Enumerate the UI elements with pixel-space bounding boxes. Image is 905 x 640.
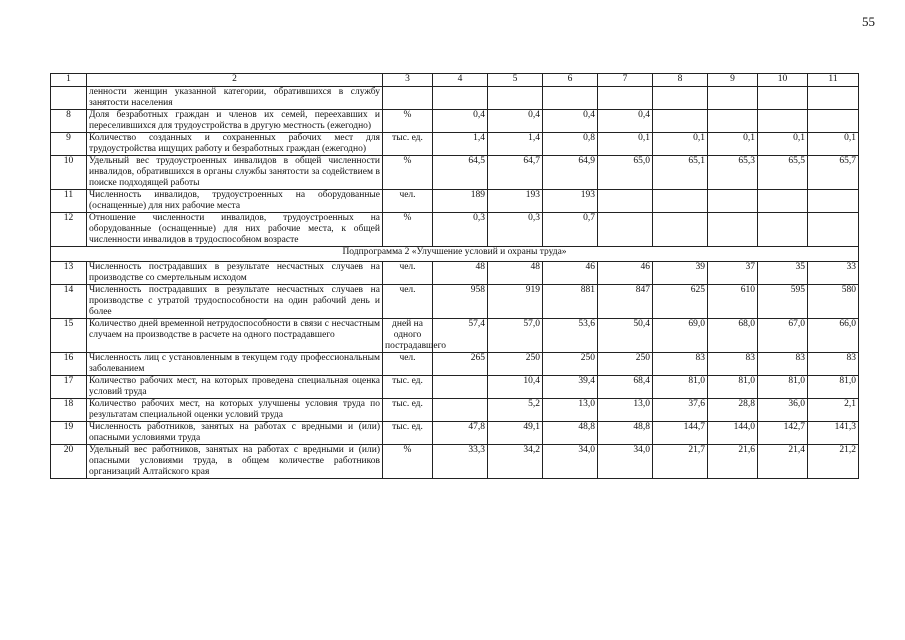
- table-row: [51, 213, 859, 247]
- unit-cell: %: [383, 445, 433, 479]
- value-cell: 46: [598, 262, 653, 285]
- row-number-cell: 14: [51, 285, 87, 319]
- page-number: 55: [862, 14, 875, 29]
- unit-cell: тыс. ед.: [383, 133, 433, 156]
- value-cell: 65,7: [808, 156, 859, 190]
- value-cell: 33: [808, 262, 859, 285]
- value-cell: 66,0: [808, 319, 859, 353]
- value-cell: 21,4: [758, 445, 808, 479]
- unit-cell: тыс. ед.: [383, 376, 433, 399]
- value-cell: 81,0: [708, 376, 758, 399]
- value-cell: [543, 87, 598, 110]
- value-cell: 0,1: [758, 133, 808, 156]
- column-number-header: 6: [543, 74, 598, 87]
- value-cell: 1,4: [488, 133, 543, 156]
- value-cell: 0,4: [598, 110, 653, 133]
- table-row: [51, 319, 859, 353]
- value-cell: 141,3: [808, 422, 859, 445]
- value-cell: 1,4: [433, 133, 488, 156]
- table-row: [51, 262, 859, 285]
- value-cell: [433, 87, 488, 110]
- table-row: [51, 353, 859, 376]
- unit-cell: %: [383, 213, 433, 247]
- row-number-cell: 16: [51, 353, 87, 376]
- value-cell: 39: [653, 262, 708, 285]
- indicator-description-cell: Численность пострадавших в результате несчастных случаев на производстве со смертельным исходом: [87, 262, 383, 285]
- value-cell: 39,4: [543, 376, 598, 399]
- value-cell: [433, 399, 488, 422]
- row-number-cell: 17: [51, 376, 87, 399]
- column-number-header: 1: [51, 74, 87, 87]
- column-number-header: 2: [87, 74, 383, 87]
- value-cell: 919: [488, 285, 543, 319]
- value-cell: 64,9: [543, 156, 598, 190]
- indicator-description-cell: Количество дней временной нетрудоспособности в связи с несчастным случаем на производстве в расчете на одного пострадавшего: [87, 319, 383, 353]
- value-cell: 0,8: [543, 133, 598, 156]
- table-row: [51, 376, 859, 399]
- value-cell: 193: [543, 190, 598, 213]
- row-number-cell: 18: [51, 399, 87, 422]
- table-row: [51, 445, 859, 479]
- value-cell: [653, 190, 708, 213]
- row-number-cell: 13: [51, 262, 87, 285]
- row-number-cell: 10: [51, 156, 87, 190]
- value-cell: [758, 110, 808, 133]
- column-number-header: 3: [383, 74, 433, 87]
- value-cell: 250: [543, 353, 598, 376]
- value-cell: [758, 87, 808, 110]
- unit-cell: чел.: [383, 285, 433, 319]
- value-cell: 144,0: [708, 422, 758, 445]
- column-number-header: 8: [653, 74, 708, 87]
- value-cell: 57,4: [433, 319, 488, 353]
- value-cell: [708, 190, 758, 213]
- row-number-cell: 8: [51, 110, 87, 133]
- table-row: [51, 110, 859, 133]
- table-row: [51, 156, 859, 190]
- value-cell: 36,0: [758, 399, 808, 422]
- table-row: [51, 285, 859, 319]
- value-cell: 37: [708, 262, 758, 285]
- value-cell: 64,5: [433, 156, 488, 190]
- unit-cell: тыс. ед.: [383, 399, 433, 422]
- value-cell: [653, 213, 708, 247]
- value-cell: 142,7: [758, 422, 808, 445]
- value-cell: 48: [488, 262, 543, 285]
- indicator-description-cell: Численность работников, занятых на работах с вредными и (или) опасными условиями труда: [87, 422, 383, 445]
- value-cell: 35: [758, 262, 808, 285]
- value-cell: 48: [433, 262, 488, 285]
- value-cell: 68,4: [598, 376, 653, 399]
- value-cell: 193: [488, 190, 543, 213]
- column-number-header-row: [51, 74, 859, 87]
- value-cell: 13,0: [598, 399, 653, 422]
- value-cell: 69,0: [653, 319, 708, 353]
- indicator-description-cell: Удельный вес трудоустроенных инвалидов в общей численности инвалидов, обратившихся в органы службы занятости за содействием в поиске подходящей работы: [87, 156, 383, 190]
- value-cell: 37,6: [653, 399, 708, 422]
- row-number-cell: 15: [51, 319, 87, 353]
- value-cell: 83: [758, 353, 808, 376]
- value-cell: 34,0: [598, 445, 653, 479]
- row-number-cell: 11: [51, 190, 87, 213]
- unit-cell: чел.: [383, 190, 433, 213]
- unit-cell: %: [383, 110, 433, 133]
- value-cell: [598, 213, 653, 247]
- value-cell: 250: [598, 353, 653, 376]
- value-cell: 595: [758, 285, 808, 319]
- value-cell: [488, 87, 543, 110]
- indicator-description-cell: ленности женщин указанной категории, обратившихся в службу занятости населения: [87, 87, 383, 110]
- value-cell: 65,3: [708, 156, 758, 190]
- indicator-description-cell: Количество рабочих мест, на которых улучшены условия труда по результатам специальной оценки условий труда: [87, 399, 383, 422]
- value-cell: 0,4: [543, 110, 598, 133]
- value-cell: [808, 87, 859, 110]
- value-cell: 81,0: [653, 376, 708, 399]
- value-cell: 881: [543, 285, 598, 319]
- indicator-description-cell: Количество созданных и сохраненных рабочих мест для трудоустройства ищущих работу и безработных граждан (ежегодно): [87, 133, 383, 156]
- value-cell: 49,1: [488, 422, 543, 445]
- row-number-cell: 20: [51, 445, 87, 479]
- subprogram-title: Подпрограмма 2 «Улучшение условий и охраны труда»: [51, 247, 859, 262]
- value-cell: [708, 87, 758, 110]
- indicator-description-cell: Численность лиц с установленным в текущем году профессиональным заболеванием: [87, 353, 383, 376]
- value-cell: 189: [433, 190, 488, 213]
- value-cell: 0,1: [708, 133, 758, 156]
- value-cell: [758, 213, 808, 247]
- indicator-description-cell: Удельный вес работников, занятых на работах с вредными и (или) опасными условиями труда, в общем количестве работников организаций Алтайского края: [87, 445, 383, 479]
- value-cell: 21,2: [808, 445, 859, 479]
- table-row: [51, 190, 859, 213]
- value-cell: 33,3: [433, 445, 488, 479]
- value-cell: 65,0: [598, 156, 653, 190]
- column-number-header: 7: [598, 74, 653, 87]
- indicator-description-cell: Доля безработных граждан и членов их семей, переехавших и переселившихся для трудоустройства в другую местность (ежегодно): [87, 110, 383, 133]
- value-cell: 83: [653, 353, 708, 376]
- value-cell: 81,0: [808, 376, 859, 399]
- value-cell: 48,8: [543, 422, 598, 445]
- value-cell: 0,3: [433, 213, 488, 247]
- row-number-cell: 9: [51, 133, 87, 156]
- value-cell: [598, 87, 653, 110]
- value-cell: 34,2: [488, 445, 543, 479]
- row-number-cell: 12: [51, 213, 87, 247]
- value-cell: 250: [488, 353, 543, 376]
- column-number-header: 11: [808, 74, 859, 87]
- value-cell: 0,1: [598, 133, 653, 156]
- value-cell: 10,4: [488, 376, 543, 399]
- unit-cell: %: [383, 156, 433, 190]
- value-cell: 0,1: [653, 133, 708, 156]
- value-cell: [598, 190, 653, 213]
- value-cell: 57,0: [488, 319, 543, 353]
- column-number-header: 9: [708, 74, 758, 87]
- value-cell: 48,8: [598, 422, 653, 445]
- value-cell: 0,4: [433, 110, 488, 133]
- value-cell: 81,0: [758, 376, 808, 399]
- unit-cell: чел.: [383, 262, 433, 285]
- value-cell: 67,0: [758, 319, 808, 353]
- value-cell: 46: [543, 262, 598, 285]
- value-cell: 50,4: [598, 319, 653, 353]
- row-number-cell: 19: [51, 422, 87, 445]
- value-cell: 0,1: [808, 133, 859, 156]
- column-number-header: 4: [433, 74, 488, 87]
- value-cell: 0,3: [488, 213, 543, 247]
- unit-cell: дней на одного пострадавшего: [383, 319, 433, 353]
- unit-cell: [383, 87, 433, 110]
- value-cell: [433, 376, 488, 399]
- value-cell: [808, 213, 859, 247]
- value-cell: 2,1: [808, 399, 859, 422]
- value-cell: 625: [653, 285, 708, 319]
- value-cell: 28,8: [708, 399, 758, 422]
- column-number-header: 10: [758, 74, 808, 87]
- table-row: [51, 133, 859, 156]
- value-cell: 83: [808, 353, 859, 376]
- table-row: [51, 422, 859, 445]
- value-cell: 68,0: [708, 319, 758, 353]
- unit-cell: тыс. ед.: [383, 422, 433, 445]
- table-row: [51, 399, 859, 422]
- value-cell: 21,6: [708, 445, 758, 479]
- value-cell: [708, 110, 758, 133]
- value-cell: 265: [433, 353, 488, 376]
- value-cell: [653, 110, 708, 133]
- unit-cell: чел.: [383, 353, 433, 376]
- value-cell: 0,4: [488, 110, 543, 133]
- indicators-table: [50, 73, 859, 479]
- table-body: [51, 74, 859, 479]
- value-cell: 47,8: [433, 422, 488, 445]
- value-cell: 610: [708, 285, 758, 319]
- indicator-description-cell: Численность инвалидов, трудоустроенных на оборудованные (оснащенные) для них рабочие места: [87, 190, 383, 213]
- value-cell: 0,7: [543, 213, 598, 247]
- section-row: [51, 247, 859, 262]
- value-cell: [758, 190, 808, 213]
- value-cell: [653, 87, 708, 110]
- table-row: [51, 87, 859, 110]
- value-cell: 144,7: [653, 422, 708, 445]
- indicator-description-cell: Отношение численности инвалидов, трудоустроенных на оборудованные (оснащенные) для них рабочие места, к общей численности инвалидов в трудоспособном возрасте: [87, 213, 383, 247]
- value-cell: 64,7: [488, 156, 543, 190]
- value-cell: [708, 213, 758, 247]
- value-cell: 53,6: [543, 319, 598, 353]
- indicator-description-cell: Количество рабочих мест, на которых проведена специальная оценка условий труда: [87, 376, 383, 399]
- indicator-description-cell: Численность пострадавших в результате несчастных случаев на производстве с утратой трудоспособности на один рабочий день и более: [87, 285, 383, 319]
- value-cell: 958: [433, 285, 488, 319]
- value-cell: 65,1: [653, 156, 708, 190]
- value-cell: 34,0: [543, 445, 598, 479]
- value-cell: 13,0: [543, 399, 598, 422]
- value-cell: 847: [598, 285, 653, 319]
- row-number-cell: [51, 87, 87, 110]
- value-cell: 580: [808, 285, 859, 319]
- value-cell: 5,2: [488, 399, 543, 422]
- value-cell: 83: [708, 353, 758, 376]
- value-cell: 65,5: [758, 156, 808, 190]
- value-cell: [808, 110, 859, 133]
- column-number-header: 5: [488, 74, 543, 87]
- value-cell: [808, 190, 859, 213]
- value-cell: 21,7: [653, 445, 708, 479]
